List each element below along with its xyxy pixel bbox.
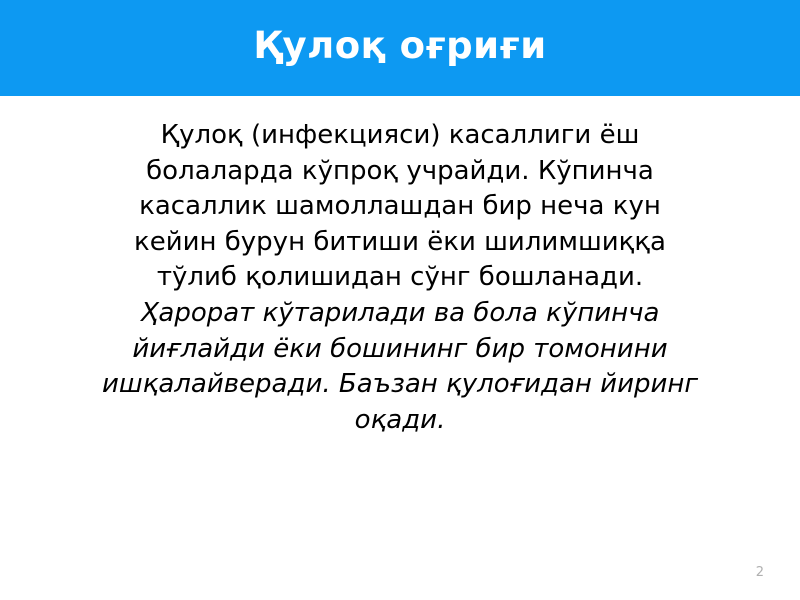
page-number: 2	[755, 565, 764, 580]
title-bar	[0, 0, 800, 96]
body-paragraph-normal: Қулоқ (инфекцияси) касаллиги ёш болаларда кўпроқ учрайди. Кўпинча касаллик шамоллашдан бир неча кун кейин бурун битиши ёки шилимшиққа тўлиб қолишидан сўнг бошланади.	[134, 120, 666, 293]
page-title: Қулоқ оғриғи	[253, 23, 547, 67]
slide-body	[100, 118, 700, 438]
body-paragraph-italic: Ҳарорат кўтарилади ва бола кўпинча йиғлайди ёки бошининг бир томонини ишқалайверади. Баъзан қулоғидан йиринг оқади.	[101, 298, 699, 435]
